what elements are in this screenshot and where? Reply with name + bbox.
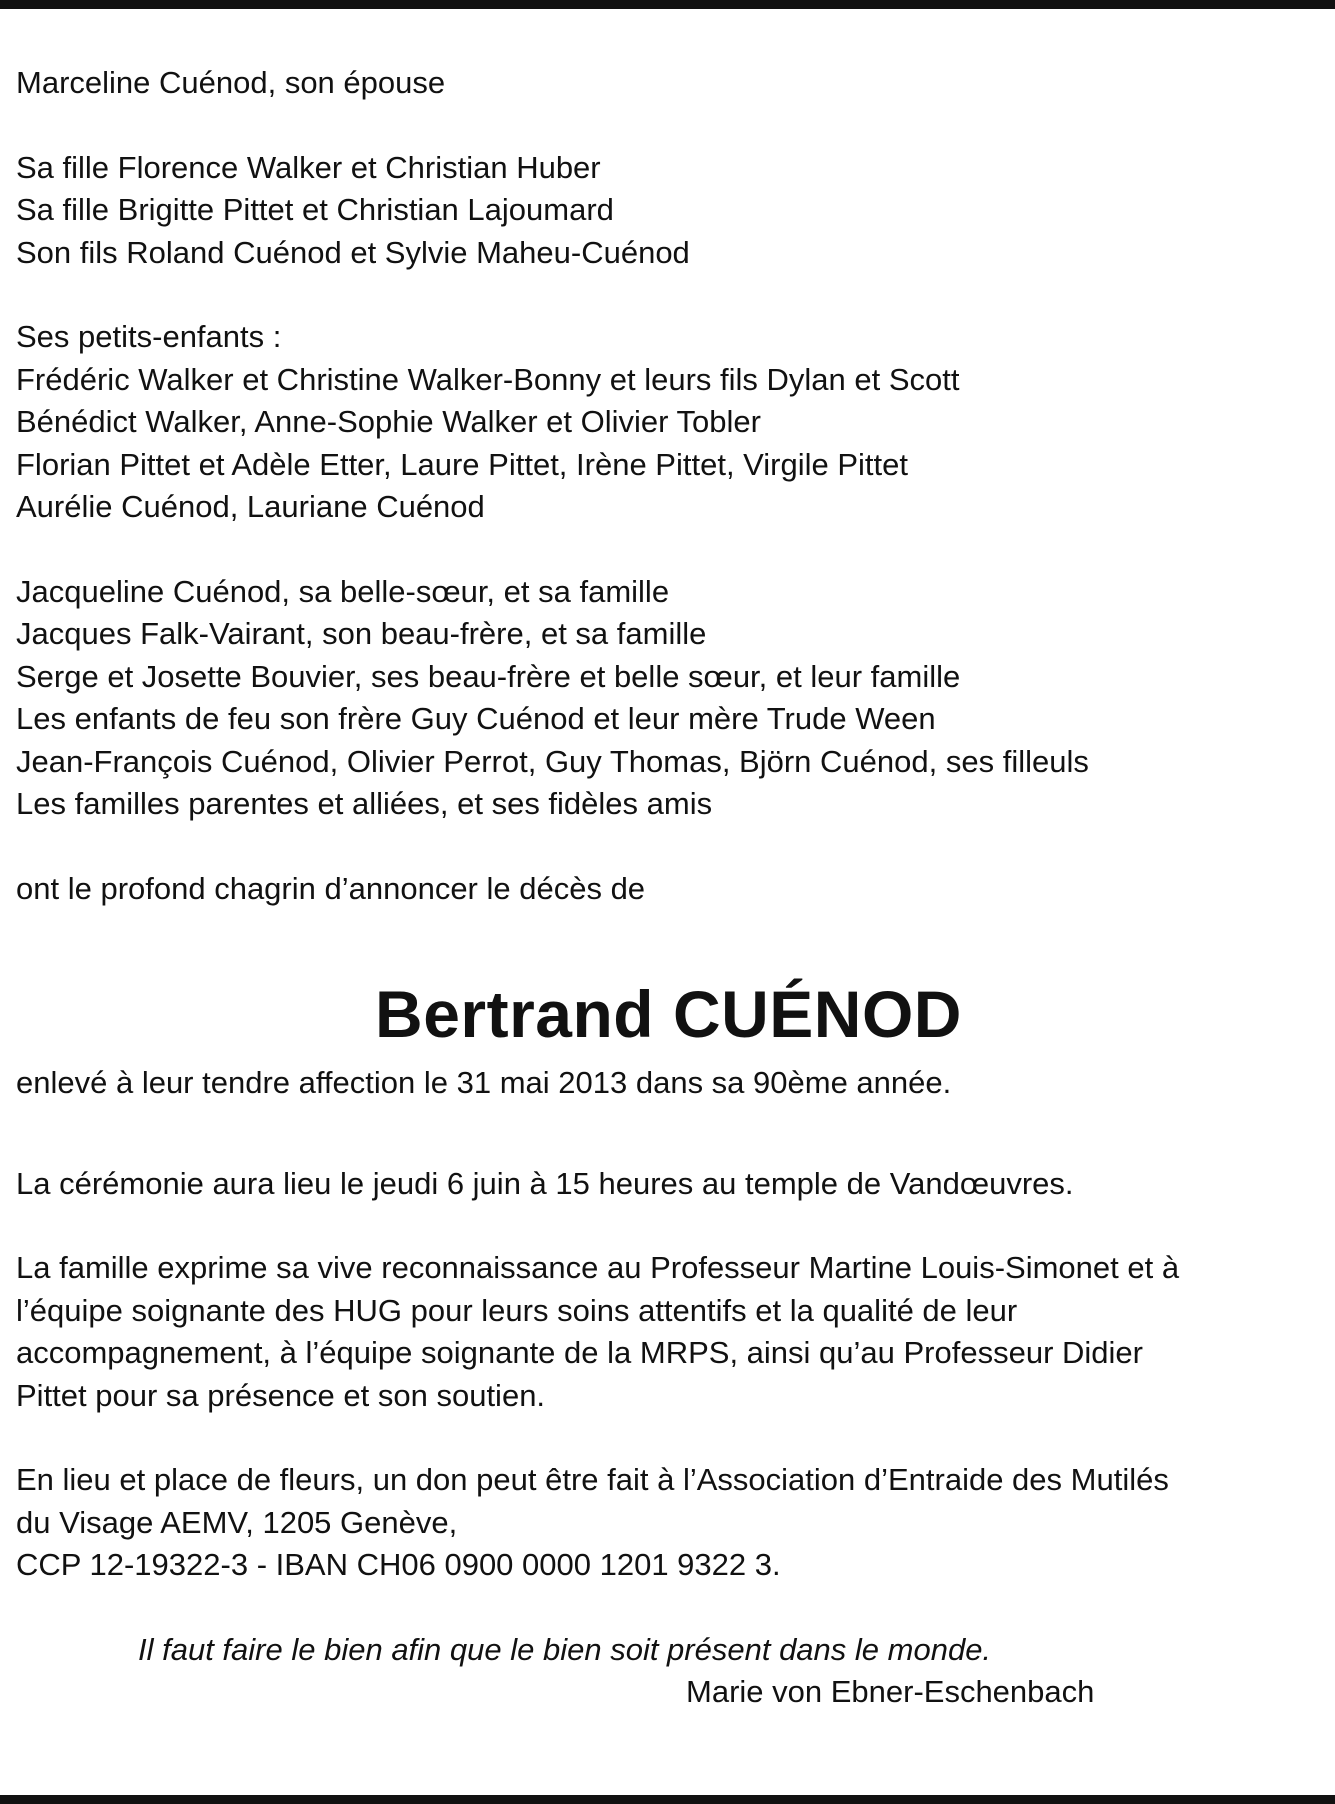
obituary-notice [16, 62, 1321, 1714]
relative-line: Les familles parentes et alliées, et ses fidèles amis [16, 786, 713, 821]
thanks-line: accompagnement, à l’équipe soignante de la MRPS, ainsi qu’au Professeur Didier [16, 1335, 1143, 1370]
grandchild-line: Aurélie Cuénod, Lauriane Cuénod [16, 489, 485, 524]
spacer [16, 1587, 1321, 1629]
spacer [16, 274, 1321, 316]
spacer [16, 1205, 1321, 1247]
relative-line: Les enfants de feu son frère Guy Cuénod et leur mère Trude Ween [16, 701, 936, 736]
grandchildren-list [16, 316, 1321, 529]
relative-line: Serge et Josette Bouvier, ses beau-frère et belle sœur, et leur famille [16, 658, 961, 694]
child-line: Son fils Roland Cuénod et Sylvie Maheu-Cuénod [16, 234, 690, 270]
death-line: enlevé à leur tendre affection le 31 mai 2013 dans sa 90ème année. [16, 1065, 952, 1100]
donation-line: En lieu et place de fleurs, un don peut être fait à l’Association d’Entraide des Mutilés [16, 1462, 1169, 1497]
spacer [16, 910, 1321, 974]
spacer [16, 826, 1321, 868]
spouse-line: Marceline Cuénod, son épouse [16, 65, 446, 100]
child-line: Sa fille Florence Walker et Christian Huber [16, 149, 601, 185]
donation-line: CCP 12-19322-3 - IBAN CH06 0900 0000 1201 9322 3. [16, 1547, 781, 1582]
ceremony-line: La cérémonie aura lieu le jeudi 6 juin à 15 heures au temple de Vandœuvres. [16, 1165, 1074, 1201]
spacer [16, 1105, 1321, 1163]
spacer [16, 529, 1321, 571]
thanks-line: l’équipe soignante des HUG pour leurs soins attentifs et la qualité de leur [16, 1292, 1018, 1328]
thanks-line: La famille exprime sa vive reconnaissance au Professeur Martine Louis-Simonet et à [16, 1250, 1180, 1285]
relative-line: Jacqueline Cuénod, sa belle-sœur, et sa famille [16, 573, 670, 609]
donation-paragraph [16, 1459, 1321, 1587]
relative-line: Jacques Falk-Vairant, son beau-frère, et sa famille [16, 616, 707, 651]
deceased-name: Bertrand CUÉNOD [375, 977, 962, 1051]
relatives-list [16, 571, 1321, 826]
grandchild-line: Bénédict Walker, Anne-Sophie Walker et Olivier Tobler [16, 404, 761, 439]
donation-line: du Visage AEMV, 1205 Genève, [16, 1504, 458, 1540]
thanks-paragraph [16, 1247, 1321, 1417]
spacer [16, 1417, 1321, 1459]
relative-line: Jean-François Cuénod, Olivier Perrot, Guy Thomas, Björn Cuénod, ses filleuls [16, 743, 1089, 779]
announcement-intro: ont le profond chagrin d’annoncer le décès de [16, 870, 646, 906]
thanks-line: Pittet pour sa présence et son soutien. [16, 1377, 546, 1413]
grandchildren-heading: Ses petits-enfants : [16, 319, 282, 354]
spacer [16, 105, 1321, 147]
child-line: Sa fille Brigitte Pittet et Christian Lajoumard [16, 192, 614, 227]
top-border-rule [0, 0, 1335, 9]
grandchild-line: Frédéric Walker et Christine Walker-Bonny et leurs fils Dylan et Scott [16, 361, 960, 397]
bottom-border-rule [0, 1795, 1335, 1804]
quote-author: Marie von Ebner-Eschenbach [686, 1674, 1095, 1709]
grandchild-line: Florian Pittet et Adèle Etter, Laure Pittet, Irène Pittet, Virgile Pittet [16, 446, 909, 482]
quote-text: Il faut faire le bien afin que le bien soit présent dans le monde. [138, 1631, 992, 1667]
children-list [16, 147, 1321, 275]
